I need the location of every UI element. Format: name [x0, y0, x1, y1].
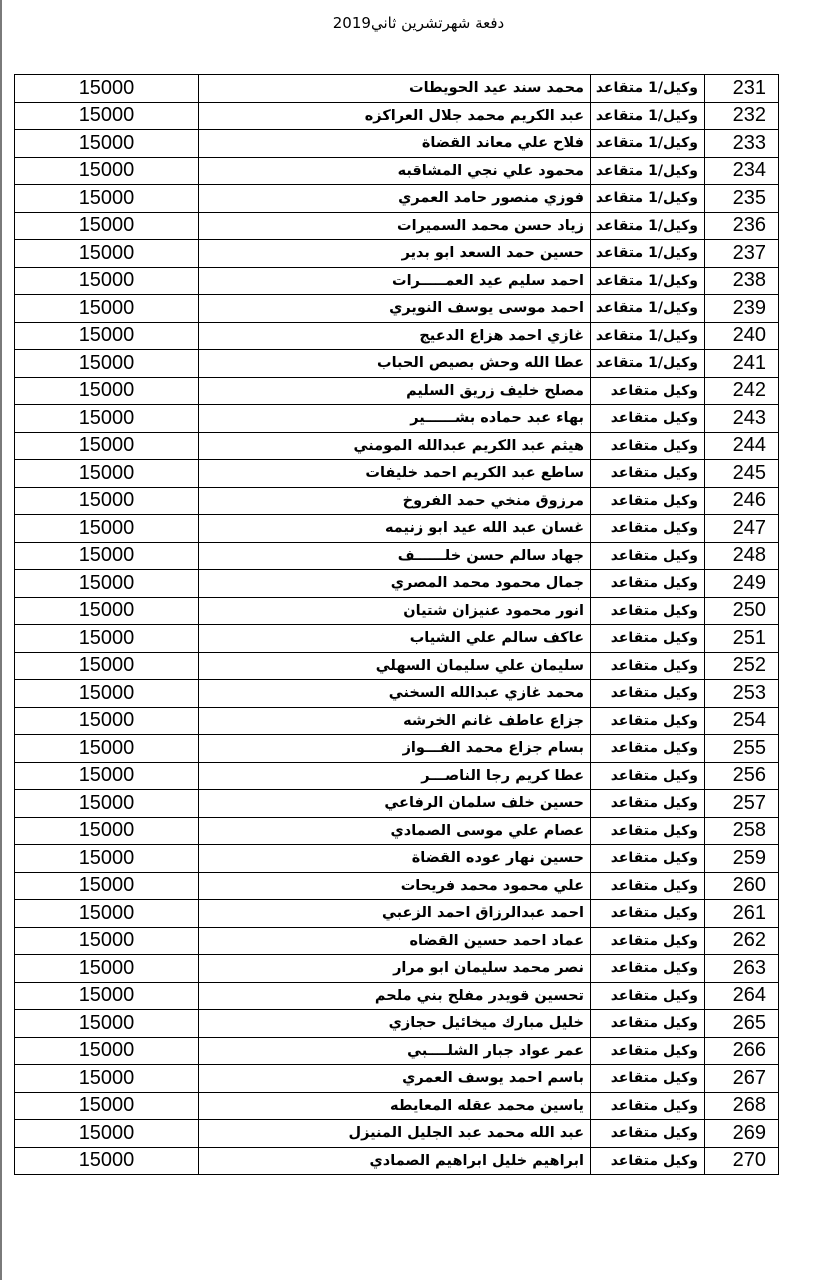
row-amount: 15000 — [15, 625, 199, 653]
table-row — [15, 157, 779, 185]
row-name: بسام جزاع محمد الفـــواز — [199, 735, 591, 763]
row-amount: 15000 — [15, 295, 199, 323]
row-name: حسين حمد السعد ابو بدير — [199, 240, 591, 268]
row-status: وكيل/1 متقاعد — [591, 322, 705, 350]
row-amount: 15000 — [15, 900, 199, 928]
table-row — [15, 597, 779, 625]
row-number: 244 — [705, 432, 779, 460]
row-amount: 15000 — [15, 157, 199, 185]
row-amount: 15000 — [15, 597, 199, 625]
table-row — [15, 295, 779, 323]
row-amount: 15000 — [15, 1065, 199, 1093]
row-status: وكيل متقاعد — [591, 900, 705, 928]
row-number: 257 — [705, 790, 779, 818]
table-row — [15, 762, 779, 790]
table-row — [15, 1092, 779, 1120]
row-name: غسان عبد الله عيد ابو زنيمه — [199, 515, 591, 543]
table-row — [15, 735, 779, 763]
row-amount: 15000 — [15, 680, 199, 708]
table-row — [15, 460, 779, 488]
table-row — [15, 75, 779, 103]
row-name: مصلح خليف زريق السليم — [199, 377, 591, 405]
row-amount: 15000 — [15, 790, 199, 818]
row-number: 240 — [705, 322, 779, 350]
row-name: احمد سليم عيد العمـــــرات — [199, 267, 591, 295]
row-amount: 15000 — [15, 817, 199, 845]
row-status: وكيل/1 متقاعد — [591, 212, 705, 240]
table-row — [15, 1120, 779, 1148]
row-name: زياد حسن محمد السميرات — [199, 212, 591, 240]
row-amount: 15000 — [15, 735, 199, 763]
row-name: غازي احمد هزاع الدعيج — [199, 322, 591, 350]
row-name: حسين خلف سلمان الرفاعي — [199, 790, 591, 818]
row-name: فوزي منصور حامد العمري — [199, 185, 591, 213]
row-number: 246 — [705, 487, 779, 515]
row-amount: 15000 — [15, 955, 199, 983]
row-name: مرزوق منخي حمد الفروخ — [199, 487, 591, 515]
row-status: وكيل متقاعد — [591, 1120, 705, 1148]
row-status: وكيل متقاعد — [591, 515, 705, 543]
row-number: 264 — [705, 982, 779, 1010]
row-status: وكيل/1 متقاعد — [591, 75, 705, 103]
row-status: وكيل متقاعد — [591, 680, 705, 708]
row-status: وكيل متقاعد — [591, 542, 705, 570]
table-row — [15, 790, 779, 818]
row-amount: 15000 — [15, 487, 199, 515]
row-number: 231 — [705, 75, 779, 103]
row-number: 235 — [705, 185, 779, 213]
row-name: جزاع عاطف غانم الخرشه — [199, 707, 591, 735]
table-row — [15, 680, 779, 708]
row-amount: 15000 — [15, 240, 199, 268]
row-status: وكيل متقاعد — [591, 1065, 705, 1093]
row-amount: 15000 — [15, 350, 199, 378]
row-amount: 15000 — [15, 570, 199, 598]
row-name: محمد سند عيد الحويطات — [199, 75, 591, 103]
row-name: احمد موسى يوسف النويري — [199, 295, 591, 323]
row-number: 270 — [705, 1147, 779, 1175]
row-amount: 15000 — [15, 652, 199, 680]
table-row — [15, 405, 779, 433]
row-status: وكيل متقاعد — [591, 762, 705, 790]
table-row — [15, 432, 779, 460]
row-number: 256 — [705, 762, 779, 790]
row-number: 241 — [705, 350, 779, 378]
row-name: عطا الله وحش بصيص الحباب — [199, 350, 591, 378]
row-number: 253 — [705, 680, 779, 708]
row-status: وكيل متقاعد — [591, 955, 705, 983]
row-name: عمر عواد جبار الشلــــبي — [199, 1037, 591, 1065]
row-name: عماد احمد حسين القضاه — [199, 927, 591, 955]
row-amount: 15000 — [15, 377, 199, 405]
row-number: 250 — [705, 597, 779, 625]
table-row — [15, 872, 779, 900]
row-number: 234 — [705, 157, 779, 185]
row-name: انور محمود عنيزان شتيان — [199, 597, 591, 625]
row-number: 249 — [705, 570, 779, 598]
row-number: 261 — [705, 900, 779, 928]
row-status: وكيل متقاعد — [591, 845, 705, 873]
row-amount: 15000 — [15, 927, 199, 955]
payment-table-body — [15, 75, 779, 1175]
row-status: وكيل/1 متقاعد — [591, 157, 705, 185]
row-number: 267 — [705, 1065, 779, 1093]
table-row — [15, 322, 779, 350]
row-status: وكيل متقاعد — [591, 432, 705, 460]
table-row — [15, 1010, 779, 1038]
row-number: 252 — [705, 652, 779, 680]
row-status: وكيل/1 متقاعد — [591, 267, 705, 295]
table-row — [15, 1037, 779, 1065]
row-amount: 15000 — [15, 405, 199, 433]
row-amount: 15000 — [15, 460, 199, 488]
row-number: 238 — [705, 267, 779, 295]
table-row — [15, 845, 779, 873]
row-status: وكيل متقاعد — [591, 625, 705, 653]
row-name: عطا كريم رجا الناصـــر — [199, 762, 591, 790]
row-amount: 15000 — [15, 322, 199, 350]
table-row — [15, 652, 779, 680]
row-status: وكيل متقاعد — [591, 405, 705, 433]
row-name: احمد عبدالرزاق احمد الزعبي — [199, 900, 591, 928]
row-number: 263 — [705, 955, 779, 983]
row-number: 269 — [705, 1120, 779, 1148]
row-number: 260 — [705, 872, 779, 900]
row-status: وكيل متقاعد — [591, 982, 705, 1010]
row-amount: 15000 — [15, 1010, 199, 1038]
payment-table-container — [14, 74, 778, 1175]
page-title: دفعة شهرتشرين ثاني2019 — [332, 14, 505, 32]
row-number: 251 — [705, 625, 779, 653]
row-number: 239 — [705, 295, 779, 323]
row-number: 255 — [705, 735, 779, 763]
row-number: 242 — [705, 377, 779, 405]
row-status: وكيل متقاعد — [591, 927, 705, 955]
row-amount: 15000 — [15, 762, 199, 790]
table-row — [15, 267, 779, 295]
row-status: وكيل/1 متقاعد — [591, 185, 705, 213]
row-status: وكيل متقاعد — [591, 1037, 705, 1065]
table-row — [15, 542, 779, 570]
row-number: 236 — [705, 212, 779, 240]
row-amount: 15000 — [15, 185, 199, 213]
row-name: هيثم عبد الكريم عبدالله المومني — [199, 432, 591, 460]
row-amount: 15000 — [15, 130, 199, 158]
row-amount: 15000 — [15, 75, 199, 103]
row-status: وكيل متقاعد — [591, 790, 705, 818]
row-number: 245 — [705, 460, 779, 488]
row-name: علي محمود محمد فريحات — [199, 872, 591, 900]
row-name: تحسين قويدر مفلح بني ملحم — [199, 982, 591, 1010]
row-status: وكيل متقاعد — [591, 487, 705, 515]
row-number: 243 — [705, 405, 779, 433]
row-name: محمود علي نجي المشاقبه — [199, 157, 591, 185]
table-row — [15, 240, 779, 268]
row-amount: 15000 — [15, 1120, 199, 1148]
row-number: 265 — [705, 1010, 779, 1038]
row-status: وكيل/1 متقاعد — [591, 350, 705, 378]
row-status: وكيل/1 متقاعد — [591, 130, 705, 158]
row-amount: 15000 — [15, 102, 199, 130]
row-number: 258 — [705, 817, 779, 845]
row-name: فلاح علي معاند القضاة — [199, 130, 591, 158]
row-amount: 15000 — [15, 707, 199, 735]
table-row — [15, 927, 779, 955]
payment-table — [14, 74, 779, 1175]
row-number: 254 — [705, 707, 779, 735]
table-row — [15, 955, 779, 983]
row-status: وكيل/1 متقاعد — [591, 240, 705, 268]
row-number: 233 — [705, 130, 779, 158]
table-row — [15, 515, 779, 543]
row-number: 266 — [705, 1037, 779, 1065]
row-number: 262 — [705, 927, 779, 955]
table-row — [15, 817, 779, 845]
row-status: وكيل متقاعد — [591, 1147, 705, 1175]
row-name: بهاء عبد حماده بشــــــير — [199, 405, 591, 433]
row-name: ياسين محمد عقله المعايطه — [199, 1092, 591, 1120]
row-status: وكيل متقاعد — [591, 872, 705, 900]
row-amount: 15000 — [15, 982, 199, 1010]
table-row — [15, 570, 779, 598]
row-name: عاكف سالم علي الشياب — [199, 625, 591, 653]
table-row — [15, 102, 779, 130]
table-row — [15, 212, 779, 240]
row-name: سليمان علي سليمان السهلي — [199, 652, 591, 680]
row-status: وكيل متقاعد — [591, 735, 705, 763]
row-name: عبد الله محمد عبد الجليل المنيزل — [199, 1120, 591, 1148]
row-name: حسين نهار عوده القضاة — [199, 845, 591, 873]
row-number: 247 — [705, 515, 779, 543]
page-left-edge — [0, 0, 2, 1280]
row-amount: 15000 — [15, 1147, 199, 1175]
row-name: ابراهيم خليل ابراهيم الصمادي — [199, 1147, 591, 1175]
row-name: عبد الكريم محمد جلال العراكزه — [199, 102, 591, 130]
row-name: خليل مبارك ميخائيل حجازي — [199, 1010, 591, 1038]
row-amount: 15000 — [15, 542, 199, 570]
row-amount: 15000 — [15, 845, 199, 873]
row-name: جهاد سالم حسن خلــــــف — [199, 542, 591, 570]
row-status: وكيل/1 متقاعد — [591, 295, 705, 323]
table-row — [15, 625, 779, 653]
row-status: وكيل متقاعد — [591, 570, 705, 598]
row-amount: 15000 — [15, 1037, 199, 1065]
row-name: جمال محمود محمد المصري — [199, 570, 591, 598]
row-amount: 15000 — [15, 267, 199, 295]
row-amount: 15000 — [15, 515, 199, 543]
table-row — [15, 900, 779, 928]
row-status: وكيل متقاعد — [591, 460, 705, 488]
row-number: 259 — [705, 845, 779, 873]
row-name: نصر محمد سليمان ابو مرار — [199, 955, 591, 983]
row-amount: 15000 — [15, 872, 199, 900]
row-amount: 15000 — [15, 432, 199, 460]
table-row — [15, 350, 779, 378]
row-status: وكيل متقاعد — [591, 1092, 705, 1120]
row-status: وكيل متقاعد — [591, 817, 705, 845]
table-row — [15, 982, 779, 1010]
table-row — [15, 487, 779, 515]
row-number: 232 — [705, 102, 779, 130]
row-status: وكيل/1 متقاعد — [591, 102, 705, 130]
row-name: باسم احمد يوسف العمري — [199, 1065, 591, 1093]
row-number: 268 — [705, 1092, 779, 1120]
table-row — [15, 1065, 779, 1093]
table-row — [15, 377, 779, 405]
row-status: وكيل متقاعد — [591, 1010, 705, 1038]
row-name: ساطع عبد الكريم احمد خليفات — [199, 460, 591, 488]
row-name: عصام علي موسى الصمادي — [199, 817, 591, 845]
row-number: 237 — [705, 240, 779, 268]
table-row — [15, 707, 779, 735]
row-name: محمد غازي عبدالله السخني — [199, 680, 591, 708]
table-row — [15, 130, 779, 158]
row-status: وكيل متقاعد — [591, 377, 705, 405]
row-number: 248 — [705, 542, 779, 570]
table-row — [15, 1147, 779, 1175]
row-status: وكيل متقاعد — [591, 652, 705, 680]
row-status: وكيل متقاعد — [591, 597, 705, 625]
row-amount: 15000 — [15, 212, 199, 240]
table-row — [15, 185, 779, 213]
row-status: وكيل متقاعد — [591, 707, 705, 735]
row-amount: 15000 — [15, 1092, 199, 1120]
